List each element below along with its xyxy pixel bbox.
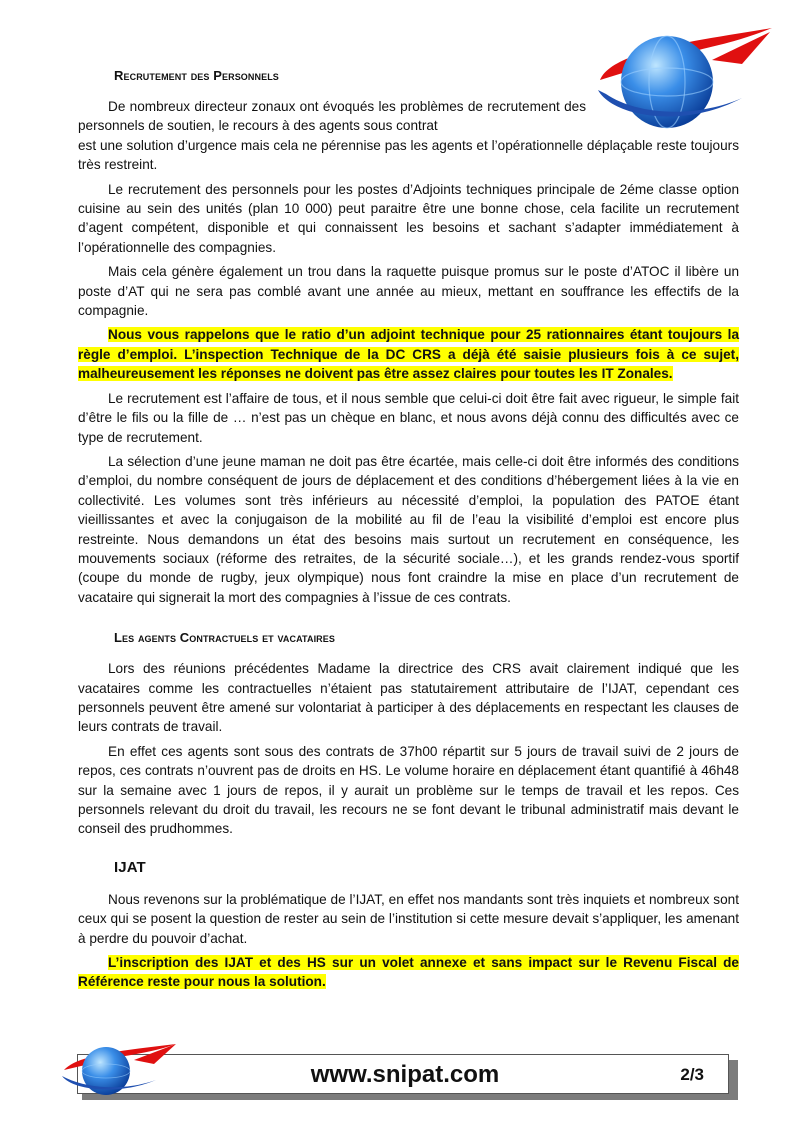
paragraph: est une solution d’urgence mais cela ne pérennise pas les agents et l’opérationnelle déplaçable reste toujours très restreint. — [78, 137, 739, 173]
paragraph: De nombreux directeur zonaux ont évoqués les problèmes de recrutement des personnels de soutien, le recours à des agents sous contrat — [78, 99, 586, 134]
highlight-text: Nous vous rappelons que le ratio d’un adjoint technique pour 25 rationnaires étant toujours la règle d’emploi. L’inspection Technique de la DC CRS a déjà été saisie plusieurs fois à ce sujet, malheureusement les réponses ne doivent pas être assez claires pour toutes les IT Zonales. — [78, 327, 739, 382]
website-link[interactable]: www.snipat.com — [310, 1061, 500, 1088]
paragraph: Le recrutement des personnels pour les postes d’Adjoints techniques principale de 2éme classe option cuisine au sein des unités (plan 10 000) peut paraitre être une bonne chose, cela facilite un recrutement d’agent compétent, disponible et qui connaissent les besoins et sachant s’adapter immédiatement à l’opérationnelle des compagnies. — [78, 181, 739, 255]
paragraph: Lors des réunions précédentes Madame la directrice des CRS avait clairement indiqué que les vacataires comme les contractuelles n’étaient pas statutairement attributaire de l’IJAT, cependant ces personnels peuvent être amené sur volontariat à participer à des déplacements en respectant les clauses de leurs contrats de travail. — [78, 661, 739, 735]
highlighted-paragraph — [78, 953, 739, 992]
section-title-contractuels: Les agents Contractuels et vacataires — [114, 630, 335, 646]
section-title-ijat: IJAT — [114, 858, 146, 876]
highlighted-paragraph — [78, 325, 739, 383]
paragraph: Le recrutement est l’affaire de tous, et il nous semble que celui-ci doit être fait avec rigueur, le simple fait d’être le fils ou la fille de … n’est pas un chèque en blanc, et nous avons déjà connu des difficultés avec ce type de recrutement. — [78, 390, 739, 445]
document-body — [78, 66, 739, 997]
paragraph: En effet ces agents sont sous des contrats de 37h00 répartit sur 5 jours de travail suivi de 2 jours de repos, ces contrats n’ouvrent pas de droits en HS. Le volume horaire en déplacement étant quantifié à 46h48 sur la semaine avec 1 jours de repos, il y aurait un problème sur le temps de travail et les repos. Ces personnels relevant du droit du travail, les recours ne se font devant le tribunal administratif mais devant le conseil des prudhommes. — [78, 743, 739, 837]
globe-logo-icon — [58, 1040, 178, 1098]
section-title-recrutement: Recrutement des Personnels — [114, 68, 279, 83]
paragraph: Nous revenons sur la problématique de l’IJAT, en effet nos mandants sont très inquiets et nombreux sont ceux qui se posent la question de rester au sein de l’institution si cette mesure devait s’appliquer, les amenant à perdre du pouvoir d’achat. — [78, 891, 739, 946]
paragraph: La sélection d’une jeune maman ne doit pas être écartée, mais celle-ci doit être informés des conditions d’emploi, du nombre conséquent de jours de déplacement et des conditions d’hébergement liées à la vie en collectivité. Les volumes sont très inférieurs au nécessité d’emploi, la population des PATOE étant vieillissantes et avec la conjugaison de la mobilité au fil de l’eau la visibilité d’emploi est encore plus restreinte. Nous demandons un état des besoins mais surtout un recrutement en conséquence, les mouvements sociaux (réforme des retraites, de la sécurité sociale…), et les grands rendez-vous sportif (coupe du monde de rugby, jeux olympique) nous font craindre la mise en place d’un recrutement de vacataire qui signerait la mort des compagnies à l’issue de ces contrats. — [78, 453, 739, 605]
paragraph: Mais cela génère également un trou dans la raquette puisque promus sur le poste d’ATOC il libère un poste d’AT qui ne sera pas comblé avant une année au mieux, mettant en souffrance les effectifs de la compagnie. — [78, 264, 739, 319]
page-number: 2/3 — [680, 1065, 704, 1084]
highlight-text: L’inscription des IJAT et des HS sur un volet annexe et sans impact sur le Revenu Fiscal de Référence reste pour nous la solution. — [78, 955, 739, 990]
